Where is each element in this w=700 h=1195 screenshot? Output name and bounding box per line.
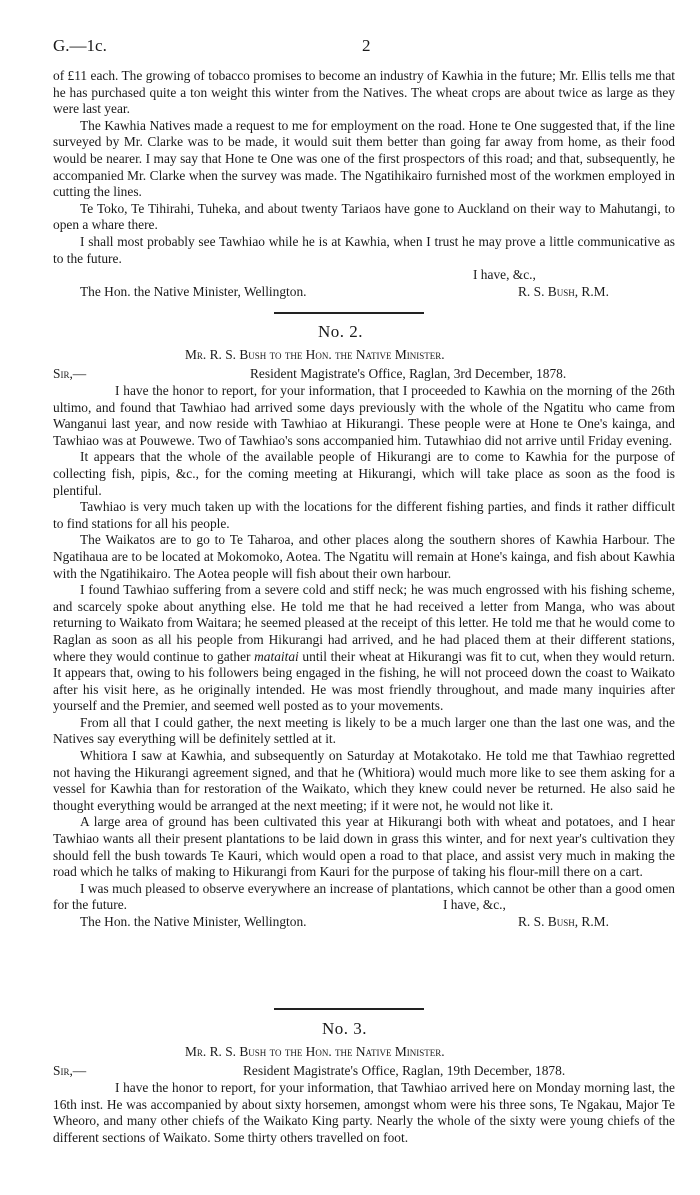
letter3-body <box>53 1080 675 1146</box>
letter1-continuation <box>53 68 675 301</box>
paragraph: Tawhiao is very much taken up with the locations for the different fishing parties, and finds it rather difficult to find stations for all his people. <box>53 499 675 531</box>
paragraph: I have the honor to report, for your information, that Tawhiao arrived here on Monday morning last, the 16th inst. He was accompanied by about sixty horsemen, amongst whom were his three sons, Te Ngakau, Major Te Wheoro, and many other chiefs of the Waikato King party. Nearly the whole of the sixty were young chiefs of the different sections of Waikato. Some thirty others travelled on foot. <box>53 1080 675 1145</box>
text-run: I found Tawhiao suffering from a severe cold and stiff neck; he was much engrossed with his fishing scheme, and scarcely spoke about anything else. He told me that he had received a letter from Manga, who was about returning to Waikato from Waitara; he seemed pleased at the receipt of this letter. He told me that he would come to Raglan as soon as all his people from Hikurangi had arrived, and he had placed them at their different stations, where they would continue to gather <box>53 582 675 664</box>
text-run: until their wheat at Hikurangi was fit to cut, when they would return. It appears that, owing to his followers being engaged in the fishing, he will not proceed down the coast to Waikato after his visit here, as he originally intended. He was most friendly throughout, and made many inquiries after yourself and the Premier, and seemed well posted as to your movements. <box>53 648 675 714</box>
letter2-title: Mr. R. S. Bush to the Hon. the Native Minister. <box>185 347 445 362</box>
document-reference: G.—1c. <box>53 36 107 55</box>
letter3-address: Resident Magistrate's Office, Raglan, 19th December, 1878. <box>243 1063 566 1078</box>
section-divider <box>274 312 424 314</box>
page-number: 2 <box>362 36 371 55</box>
paragraph: I shall most probably see Tawhiao while he is at Kawhia, when I trust he may prove a little communicative as to the future. <box>53 233 675 266</box>
paragraph: It appears that the whole of the available people of Hikurangi are to come to Kawhia for the purpose of collecting fish, pipis, &c., for the coming meeting at Hikurangi, which will take place as soon as the food is plentiful. <box>53 449 675 498</box>
letter3-salutation: Sir,— <box>53 1063 87 1078</box>
closing-line <box>53 897 675 914</box>
paragraph: The Kawhia Natives made a request to me for employment on the road. Hone te One suggested that, if the line surveyed by Mr. Clarke was to be made, it would suit them better than going far away from home, as their food would be nearer. I may say that Hone te One was one of the first prospectors of this road; and that, subsequently, he accompanied Mr. Clarke when the survey was made. The Ngatihikairo furnished most of the workmen employed in cutting the lines. <box>53 117 675 200</box>
letter2-address: Resident Magistrate's Office, Raglan, 3rd December, 1878. <box>250 366 567 381</box>
paragraph: A large area of ground has been cultivated this year at Hikurangi both with wheat and potatoes, and I hear Tawhiao wants all their present plantations to be laid down in grass this winter, and for next year's cultivation they should fell the bush towards Te Kauri, which would open a road to that place, and assist very much in making the road which he talks of making to Hikurangi from Kauri for the purpose of taking his flour-mill there on a cart. <box>53 814 675 880</box>
italic-term: mataitai <box>254 648 299 664</box>
closing: I have, &c., <box>443 897 506 912</box>
closing: I have, &c., <box>473 267 536 283</box>
signature: R. S. Bush, R.M. <box>518 914 609 929</box>
paragraph: Te Toko, Te Tihirahi, Tuheka, and about twenty Tariaos have gone to Auckland on their way to Mahutangi, to open a whare there. <box>53 200 675 233</box>
paragraph: Whitiora I saw at Kawhia, and subsequently on Saturday at Motakotako. He told me that Tawhiao regretted not having the Hikurangi agreement signed, and that he (Whitiora) would much more like to see them asking for a vessel for Kawhia than for restoration of the Waikato, which they knew could never be returned. He also said he thought everything would be arranged at the next meeting; if it were not, he would not like it. <box>53 748 675 813</box>
addressee: The Hon. the Native Minister, Wellington. <box>80 914 307 929</box>
letter3-number: No. 3. <box>322 1019 368 1038</box>
letter2-salutation: Sir,— <box>53 366 87 381</box>
paragraph: The Waikatos are to go to Te Taharoa, and other places along the southern shores of Kawhia Harbour. The Ngatihaua are to be located at Mokomoko, Aotea. The Ngatitu will remain at Hone's kainga, and fish about Kawhia with the Ngatihikairo. The Aotea people will fish about their own harbour. <box>53 532 675 581</box>
letter3-title: Mr. R. S. Bush to the Hon. the Native Minister. <box>185 1044 445 1059</box>
signature-line <box>53 914 675 931</box>
closing-line <box>53 267 675 284</box>
letter2-number: No. 2. <box>318 322 364 341</box>
section-divider <box>274 1008 424 1010</box>
paragraph: From all that I could gather, the next meeting is likely to be a much larger one than the last one was, and the Natives say everything will be definitely settled at it. <box>53 714 675 747</box>
paragraph <box>53 582 675 715</box>
signature-line <box>53 284 675 301</box>
signature: R. S. Bush, R.M. <box>518 284 609 300</box>
paragraph: I was much pleased to observe everywhere an increase of plantations, which cannot be other than a good omen for the future. <box>53 880 675 913</box>
addressee: The Hon. the Native Minister, Wellington. <box>80 284 307 300</box>
letter2-body <box>53 383 675 931</box>
paragraph: of £11 each. The growing of tobacco promises to become an industry of Kawhia in the future; Mr. Ellis tells me that he has purchased quite a ton weight this winter from the Natives. The wheat crops are about twice as large as they were last year. <box>53 68 675 117</box>
paragraph: I have the honor to report, for your information, that I proceeded to Kawhia on the morning of the 26th ultimo, and found that Tawhiao had arrived some days previously with the whole of the Ngatitu who came from Wanganui last year, and now reside with Tawhiao at Hikurangi. These people were at Hone te One's kainga, and Tawhiao was at Pouwewe. Two of Tawhiao's sons accompanied him. Tutawhiao did not arrive until Friday evening. <box>53 383 675 448</box>
